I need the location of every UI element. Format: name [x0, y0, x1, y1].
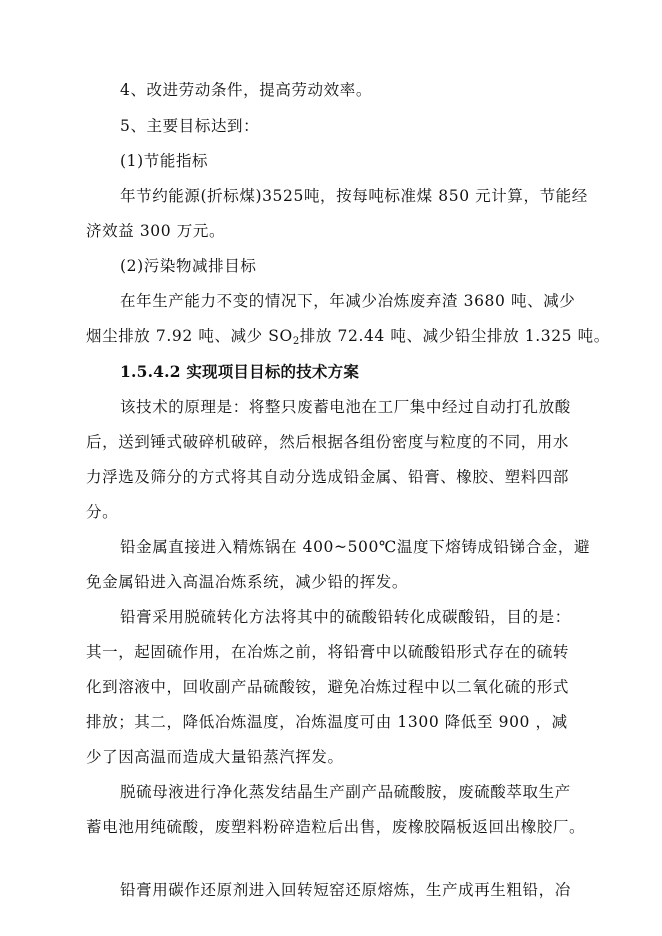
list-item-5: 5、主要目标达到：	[120, 117, 260, 135]
paragraph-line-so2	[86, 326, 610, 346]
paragraph-line: 免金属铅进入高温冶炼系统，减少铅的挥发。	[86, 573, 409, 591]
paragraph-line: 少了因高温而造成大量铅蒸汽挥发。	[86, 748, 344, 766]
paragraph-line: 蓄电池用纯硫酸，废塑料粉碎造粒后出售，废橡胶隔板返回出橡胶厂。	[86, 818, 586, 836]
subheading-energy: (1)节能指标	[120, 152, 209, 170]
text-segment: 排放 72.44 吨、减少铅尘排放 1.325 吨。	[299, 327, 610, 345]
paragraph-line: 排放；其二，降低冶炼温度，冶炼温度可由 1300 降低至 900 ，减	[86, 713, 568, 731]
paragraph-line: 其一，起固硫作用，在冶炼之前，将铅膏中以硫酸铅形式存在的硫转	[86, 643, 570, 661]
paragraph-line: 力浮选及筛分的方式将其自动分选成铅金属、铅膏、橡胶、塑料四部	[86, 468, 570, 486]
paragraph-line: 分。	[86, 503, 119, 521]
list-item-4: 4、改进劳动条件，提高劳动效率。	[120, 81, 372, 99]
section-heading: 1.5.4.2 实现项目目标的技术方案	[120, 362, 360, 381]
paragraph-line: 铅膏采用脱硫转化方法将其中的硫酸铅转化成碳酸铅，目的是：	[120, 608, 571, 626]
subheading-pollution: (2)污染物减排目标	[120, 257, 257, 275]
paragraph-line: 铅金属直接进入精炼锅在 400~500℃温度下熔铸成铅锑合金，避	[120, 538, 591, 556]
paragraph-line: 年节约能源(折标煤)3525吨，按每吨标准煤 850 元计算，节能经	[120, 187, 588, 205]
subscript: 2	[292, 336, 300, 347]
paragraph-line: 化到溶液中，回收副产品硫酸铵，避免冶炼过程中以二氧化硫的形式	[86, 678, 570, 696]
paragraph-line: 铅膏用碳作还原剂进入回转短窑还原熔炼，生产成再生粗铅，冶	[120, 881, 571, 899]
paragraph-line: 济效益 300 万元。	[86, 222, 226, 240]
paragraph-line: 后，送到锤式破碎机破碎，然后根据各组份密度与粒度的不同，用水	[86, 433, 570, 451]
paragraph-line: 在年生产能力不变的情况下，年减少冶炼废弃渣 3680 吨、减少	[120, 292, 576, 310]
paragraph-line: 该技术的原理是：将整只废蓄电池在工厂集中经过自动打孔放酸	[120, 398, 571, 416]
paragraph-line: 脱硫母液进行净化蒸发结晶生产副产品硫酸胺，废硫酸萃取生产	[120, 783, 571, 801]
text-segment: 烟尘排放 7.92 吨、减少 SO	[86, 327, 293, 345]
